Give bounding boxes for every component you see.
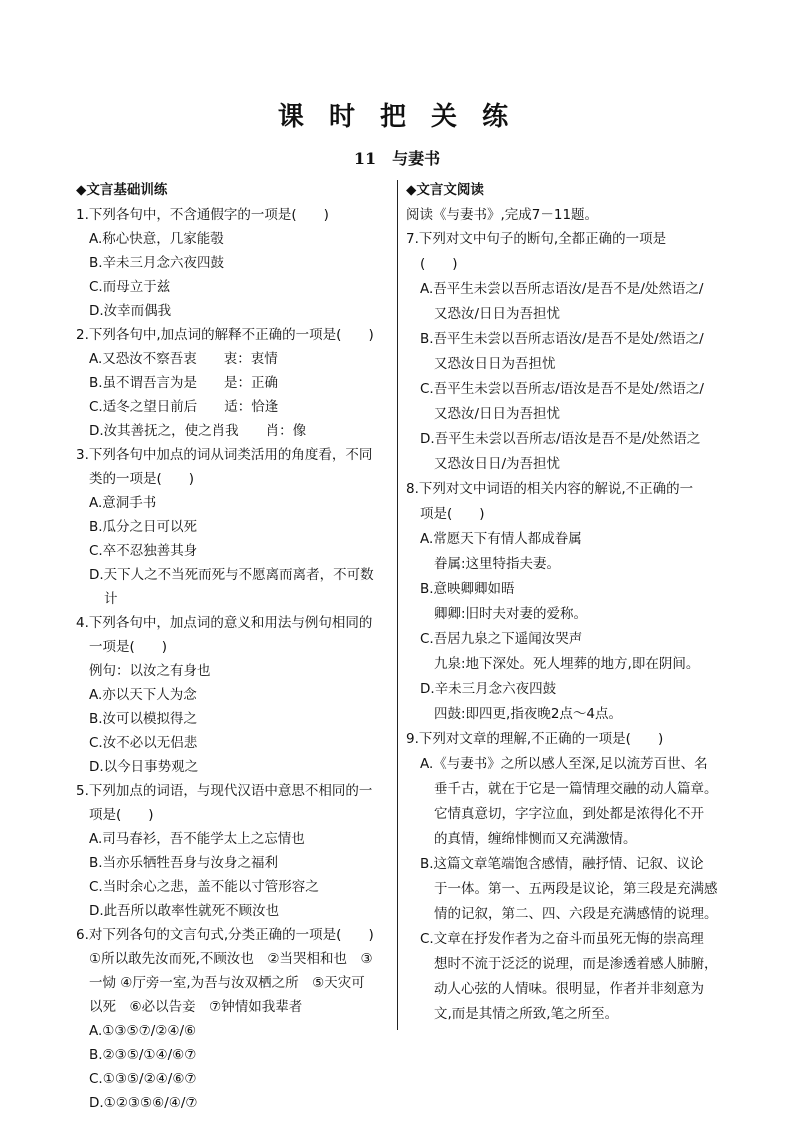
question-stem: 1.下列各句中，不含通假字的一项是( ) — [76, 207, 329, 223]
question-line: 四鼓:即四更,指夜晚2点～4点。 — [434, 706, 623, 722]
right-question-list — [406, 227, 734, 1027]
question-line: D.①②③⑤⑥/④/⑦ — [89, 1095, 198, 1111]
question-line: 卿卿:旧时夫对妻的爱称。 — [434, 606, 588, 622]
question-line: C.卒不忍独善其身 — [89, 543, 198, 559]
question-line: 的真情，缠绵悱恻而又充满激情。 — [434, 831, 637, 847]
question-line: 类的一项是( ) — [89, 471, 195, 487]
question-line: 文,而是其情之所致,笔之所至。 — [434, 1006, 619, 1022]
lesson-subtitle: 11 与妻书 — [353, 149, 441, 168]
question-line: 一恸 ④厅旁一室,为吾与汝双栖之所 ⑤天灾可 — [89, 975, 365, 991]
question-line: A.司马春衫，吾不能学太上之忘情也 — [89, 831, 305, 847]
question-line: D.汝幸而偶我 — [89, 303, 172, 319]
question-line: D.汝其善抚之，使之肖我 肖：像 — [89, 423, 307, 439]
question-line: C.当时余心之悲，盖不能以寸管形容之 — [89, 879, 319, 895]
question-line: B.②③⑤/①④/⑥⑦ — [89, 1047, 197, 1063]
question-stem: 6.对下列各句的文言句式,分类正确的一项是( ) — [76, 927, 374, 943]
question-line: C.而母立于兹 — [89, 279, 171, 295]
question-line: 情的记叙，第二、四、六段是充满感情的说理。 — [434, 906, 718, 922]
question-line: 项是( ) — [420, 506, 485, 522]
question-line: ( ) — [420, 256, 458, 272]
question-line: D.吾平生未尝以吾所志/语汝是吾不是/处然语之 — [420, 431, 701, 447]
question-line: 垂千古，就在于它是一篇情理交融的动人篇章。 — [434, 781, 718, 797]
question-line: 项是( ) — [89, 807, 154, 823]
reading-intro: 阅读《与妻书》,完成7－11题。 — [406, 207, 599, 223]
question-line: 例句：以汝之有身也 — [89, 663, 211, 679]
question-line: 想时不流于泛泛的说理，而是渗透着感人肺腑， — [434, 956, 718, 972]
question-line: B.当亦乐牺牲吾身与汝身之福利 — [89, 855, 279, 871]
question-line: B.瓜分之日可以死 — [89, 519, 198, 535]
question-line: B.辛未三月念六夜四鼓 — [89, 255, 225, 271]
question-line: B.虽不谓吾言为是 是：正确 — [89, 375, 279, 391]
question-line: 又恐汝日日/为吾担忧 — [434, 456, 561, 472]
question-line: B.汝可以模拟得之 — [89, 711, 198, 727]
question-stem: 3.下列各句中加点的词从词类活用的角度看，不同 — [76, 447, 373, 463]
question-line: 计 — [104, 591, 118, 607]
question-line: C.吾居九泉之下遥闻汝哭声 — [420, 631, 583, 647]
question-line: D.此吾所以敢率性就死不顾汝也 — [89, 903, 280, 919]
question-line: 它情真意切，字字泣血，到处都是浓得化不开 — [434, 806, 704, 822]
column-divider — [397, 180, 398, 1030]
question-line: C.适冬之望日前后 适：恰逢 — [89, 399, 279, 415]
question-stem: 2.下列各句中,加点词的解释不正确的一项是( ) — [76, 327, 374, 343]
question-line: 动人心弦的人情味。很明显，作者并非刻意为 — [434, 981, 704, 997]
question-line: C.汝不必以无侣悲 — [89, 735, 198, 751]
question-line: A.《与妻书》之所以感人至深,足以流芳百世、名 — [420, 756, 708, 772]
question-line: A.亦以天下人为念 — [89, 687, 197, 703]
question-stem: 4.下列各句中，加点词的意义和用法与例句相同的 — [76, 615, 373, 631]
right-column — [406, 180, 734, 1027]
question-line: 以死 ⑥必以告妾 ⑦钟情如我辈者 — [89, 999, 303, 1015]
question-stem: 5.下列加点的词语，与现代汉语中意思不相同的一 — [76, 783, 373, 799]
question-line: B.意映卿卿如晤 — [420, 581, 515, 597]
question-line: A.意洞手书 — [89, 495, 157, 511]
question-line: 一项是( ) — [89, 639, 168, 655]
question-line: A.称心快意，几家能彀 — [89, 231, 224, 247]
question-line: D.以今日事势观之 — [89, 759, 199, 775]
question-line: 九泉:地下深处。死人埋葬的地方,即在阴间。 — [434, 656, 700, 672]
left-question-list — [76, 203, 392, 1115]
question-line: C.①③⑤/②④/⑥⑦ — [89, 1071, 197, 1087]
question-line: A.①③⑤⑦/②④/⑥ — [89, 1023, 197, 1039]
question-line: 于一体。第一、五两段是议论，第三段是充满感 — [434, 881, 718, 897]
question-line: D.天下人之不当死而死与不愿离而离者，不可数 — [89, 567, 374, 583]
question-line: C.吾平生未尝以吾所志/语汝是吾不是处/然语之/ — [420, 381, 704, 397]
question-line: A.吾平生未尝以吾所志语汝/是吾不是/处然语之/ — [420, 281, 704, 297]
question-stem: 7.下列对文中句子的断句,全都正确的一项是 — [406, 231, 667, 247]
question-line: D.辛未三月念六夜四鼓 — [420, 681, 557, 697]
question-line: A.常愿天下有情人都成眷属 — [420, 531, 582, 547]
section-heading-reading: ◆文言文阅读 — [406, 182, 484, 198]
question-line: C.文章在抒发作者为之奋斗而虽死无悔的崇高理 — [420, 931, 704, 947]
question-line: B.吾平生未尝以吾所志语汝/是吾不是处/然语之/ — [420, 331, 704, 347]
question-line: B.这篇文章笔端饱含感情，融抒情、记叙、议论 — [420, 856, 704, 872]
page-title: 课 时 把 关 练 — [277, 102, 517, 132]
question-line: 眷属:这里特指夫妻。 — [434, 556, 561, 572]
left-column — [76, 180, 392, 1115]
section-heading-basic: ◆文言基础训练 — [76, 182, 168, 198]
question-line: 又恐汝/日日为吾担忧 — [434, 406, 561, 422]
question-line: 又恐汝日日为吾担忧 — [434, 356, 556, 372]
question-line: ①所以敢先汝而死,不顾汝也 ②当哭相和也 ③ — [89, 951, 373, 967]
question-stem: 8.下列对文中词语的相关内容的解说,不正确的一 — [406, 481, 694, 497]
question-stem: 9.下列对文章的理解,不正确的一项是( ) — [406, 731, 664, 747]
question-line: 又恐汝/日日为吾担忧 — [434, 306, 561, 322]
question-line: A.又恐汝不察吾衷 衷：衷情 — [89, 351, 278, 367]
